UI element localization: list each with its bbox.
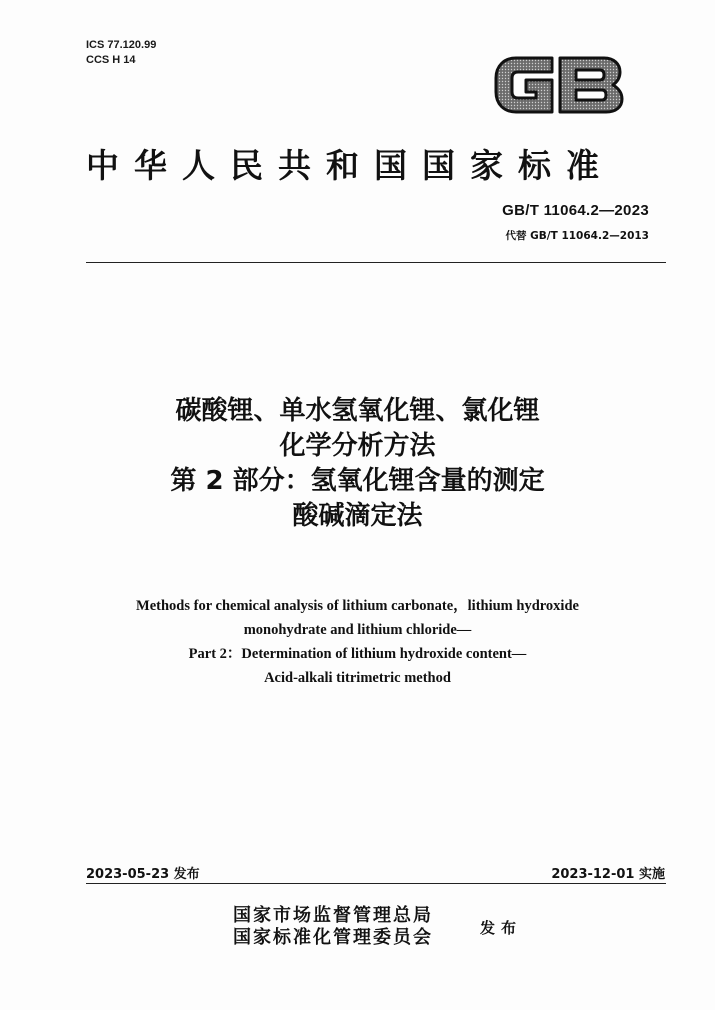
english-title [0,594,715,690]
standard-organization-heading: 中华人民共和国国家标准 [86,146,614,185]
english-title-line-3: Part 2：Determination of lithium hydroxide content— [188,646,527,662]
publish-label: 发布 [480,919,523,937]
issuer-samr: 国家市场监督管理总局 [233,905,433,926]
issue-date: 2023-05-23 发布 [86,867,200,882]
implementation-date: 2023-12-01 实施 [551,867,665,882]
english-title-line-4: Acid-alkali titrimetric method [264,670,451,686]
chinese-title-line-1: 碳酸锂、单水氢氧化锂、氯化锂 [175,396,540,426]
bottom-divider [86,883,666,884]
english-title-line-2: monohydrate and lithium chloride— [243,622,472,638]
chinese-title-line-4: 酸碱滴定法 [292,501,423,531]
english-title-line-1: Methods for chemical analysis of lithium carbonate，lithium hydroxide [136,598,579,614]
top-divider [86,262,666,263]
classification-codes [86,38,156,68]
gb-logo-icon [486,44,632,124]
chinese-title [0,394,715,534]
chinese-title-line-3: 第 2 部分：氢氧化锂含量的测定 [170,466,545,496]
issuing-authorities [233,905,433,949]
chinese-title-line-2: 化学分析方法 [279,431,436,461]
issuer-sac: 国家标准化管理委员会 [233,927,433,948]
ics-code: ICS 77.120.99 [86,39,157,51]
standard-number: GB/T 11064.2—2023 [502,202,649,219]
replaced-standard-number: 代替 GB/T 11064.2—2013 [505,230,649,242]
ccs-code: CCS H 14 [86,54,136,66]
